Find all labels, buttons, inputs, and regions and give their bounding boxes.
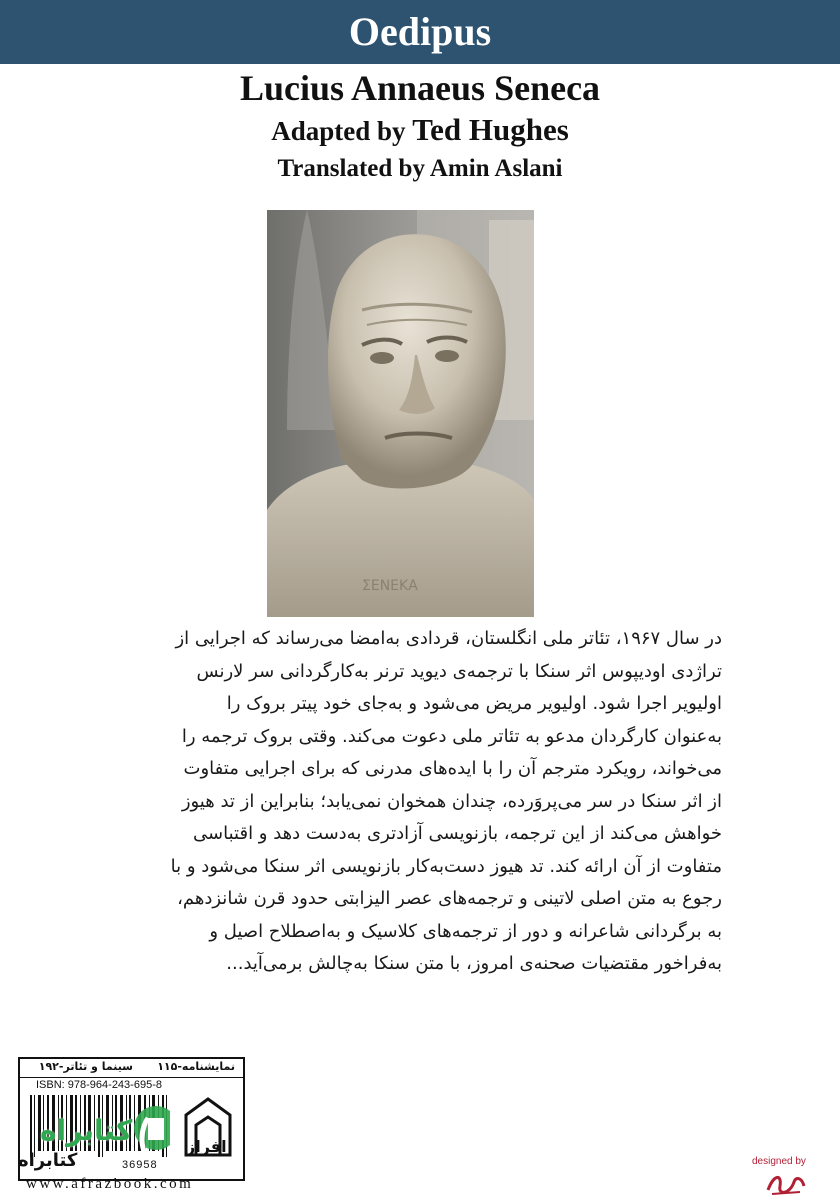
synopsis-line: در سال ۱۹۶۷، تئاتر ملی انگلستان، قردادی به‌امضا می‌رساند که اجرایی از [175, 628, 722, 649]
adapter-line [0, 112, 840, 149]
synopsis-text [50, 623, 722, 981]
translator-line: Translated by Amin Aslani [277, 155, 563, 182]
author-name: Lucius Annaeus Seneca [239, 68, 601, 108]
synopsis-line: تراژدی اودیپوس اثر سنکا با ترجمه‌ی دیوید ترنر به‌کارگردانی سر لارنس [196, 660, 722, 682]
isbn-text: ISBN: 978-964-243-695-8 [36, 1079, 162, 1091]
synopsis-line: خواهش می‌کند از این ترجمه، بازنویسی آزادتری به‌دست دهد و اقتباسی [193, 823, 722, 844]
book-title: Oedipus [348, 9, 492, 54]
designed-by-label: designed by [752, 1156, 806, 1167]
synopsis-line: به برگردانی شاعرانه و دور از ترجمه‌های کلاسیک و به‌اصطلاح اصیل و [209, 920, 722, 942]
adapter-name: Ted Hughes [412, 112, 569, 147]
synopsis-line: اولیویر اجرا شود. اولیویر مریض می‌شود و به‌جای خود پیتر بروک را [226, 693, 722, 714]
designer-signature-icon [764, 1170, 808, 1198]
synopsis-line: متفاوت از آن ارائه کند. تد هیوز دست‌به‌کار بازنویسی اثر سنکا می‌شود و با [170, 855, 722, 877]
synopsis-line: می‌خواند، رویکرد مترجم آن را با ایده‌های مدرنی که برای اجرایی متفاوت [183, 758, 722, 779]
bust-inscription: ΣΕΝΕΚΑ [362, 578, 418, 594]
synopsis-line: رجوع به متن اصلی لاتینی و ترجمه‌های عصر الیزابتی حدود قرن شانزدهم، [177, 888, 722, 909]
series-right: سینما و تئاتر-۱۹۲ [38, 1060, 133, 1073]
synopsis-line: به‌عنوان کارگردان مدعو به تئاتر ملی دعوت می‌کند. وقتی بروک ترجمه را [181, 725, 722, 747]
series-left: نمایشنامه-۱۱۵ [157, 1060, 235, 1073]
barcode-digits-visible: 36958 [122, 1159, 158, 1171]
series-row [20, 1059, 243, 1078]
adapted-prefix: Adapted by [271, 116, 406, 146]
watermark-text-small: کتابراه [18, 1150, 78, 1171]
watermark-text: کتابراه [40, 1114, 133, 1147]
publisher-url[interactable]: www.afrazbook.com [26, 1176, 194, 1192]
publisher-mark: افراز [186, 1137, 227, 1156]
seneca-bust-photo [267, 210, 534, 617]
synopsis-line: به‌فراخور مقتضیات صحنه‌ی امروز، با متن سنکا به‌چالش برمی‌آید... [226, 953, 722, 974]
synopsis-line: از اثر سنکا در سر می‌پروَرده، چندان همخوان نمی‌یابد؛ بنابراین از تد هیوز [181, 790, 722, 812]
